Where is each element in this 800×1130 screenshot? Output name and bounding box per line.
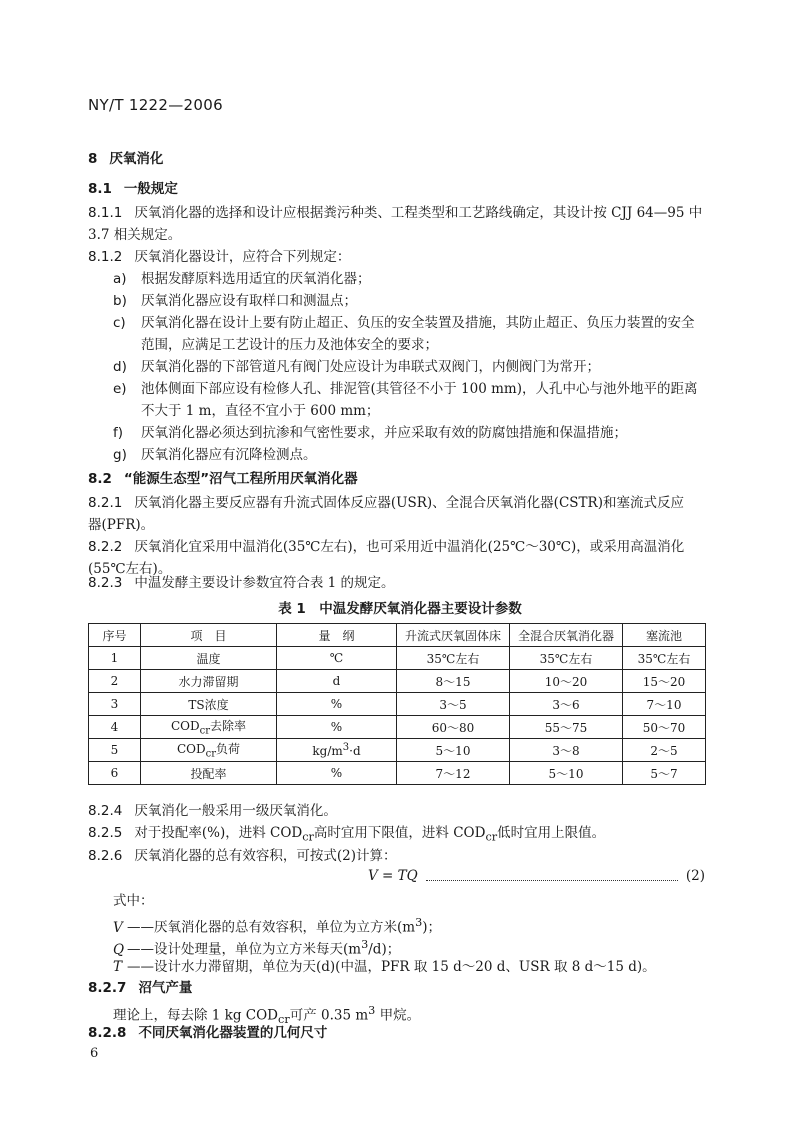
cell-no: 6 — [89, 762, 141, 785]
header-cell: 全混合厌氧消化器 — [510, 624, 623, 647]
cell-cstr: 3～8 — [510, 739, 623, 762]
header-cell: 量 纲 — [277, 624, 397, 647]
variable-definition: T ——设计水力滞留期，单位为天(d)(中温，PFR 取 15 d～20 d、USR 取 8 d～15 d)。 — [113, 959, 656, 975]
section-8-1-heading: 8.1 一般规定 — [88, 181, 178, 197]
section-8-2-heading: 8.2 “能源生态型”沼气工程所用厌氧消化器 — [88, 471, 358, 487]
cell-cstr: 10～20 — [510, 670, 623, 693]
cell-unit: ℃ — [277, 647, 397, 670]
cell-unit: d — [277, 670, 397, 693]
clause-8-1-1: 8.1.1 厌氧消化器的选择和设计应根据粪污种类、工程类型和工艺路线确定，其设计按 CJJ 64—95 中 — [88, 205, 703, 221]
where-label: 式中： — [113, 893, 154, 909]
cell-pfr: 15～20 — [623, 670, 706, 693]
cell-no: 4 — [89, 716, 141, 739]
cell-item: $COD_{cr}$去除率 — [141, 716, 277, 739]
cell-cstr: 3～6 — [510, 693, 623, 716]
cell-no: 2 — [89, 670, 141, 693]
cell-no: 1 — [89, 647, 141, 670]
list-item: e) 池体侧面下部应设有检修人孔、排泥管(其管径不小于 100 mm)，人孔中心与池外地平的距离 — [113, 381, 698, 397]
formula-2 — [368, 868, 705, 884]
clause-8-2-3: 8.2.3 中温发酵主要设计参数宜符合表 1 的规定。 — [88, 575, 395, 591]
header-cell: 塞流池 — [623, 624, 706, 647]
cell-cstr: 5～10 — [510, 762, 623, 785]
header-cell: 项 目 — [141, 624, 277, 647]
clause-8-2-2-cont: (55℃左右)。 — [88, 561, 172, 577]
cell-unit: $kg/m^3\cdot d$ — [277, 739, 397, 762]
variable-definition: Q ——设计处理量，单位为立方米每天$(m^3/d)$； — [113, 938, 401, 958]
list-item: d) 厌氧消化器的下部管道凡有阀门处应设计为串联式双阀门，内侧阀门为常开； — [113, 359, 600, 375]
clause-8-1-2: 8.1.2 厌氧消化器设计，应符合下列规定： — [88, 249, 351, 265]
header-cell: 升流式厌氧固体床 — [397, 624, 510, 647]
parameters-table — [88, 623, 706, 785]
table-row — [89, 670, 706, 693]
cell-pfr: 5～7 — [623, 762, 706, 785]
table-row — [89, 739, 706, 762]
cell-cstr: 35℃左右 — [510, 647, 623, 670]
table-header-row — [89, 624, 706, 647]
formula-leader-dots — [426, 872, 678, 881]
cell-no: 5 — [89, 739, 141, 762]
cell-item: TS浓度 — [141, 693, 277, 716]
clause-8-2-8-heading: 8.2.8 不同厌氧消化器装置的几何尺寸 — [88, 1025, 328, 1041]
list-item-cont: 范围，应满足工艺设计的压力及池体安全的要求； — [141, 337, 438, 353]
cell-item: $COD_{cr}$负荷 — [141, 739, 277, 762]
clause-8-2-6: 8.2.6 厌氧消化器的总有效容积，可按式(2)计算： — [88, 848, 397, 864]
cell-item: 温度 — [141, 647, 277, 670]
clause-8-2-4: 8.2.4 厌氧消化一般采用一级厌氧消化。 — [88, 803, 337, 819]
clause-8-2-1: 8.2.1 厌氧消化器主要反应器有升流式固体反应器(USR)、全混合厌氧消化器(CSTR)和塞流式反应 — [88, 495, 684, 511]
cell-usr: 5～10 — [397, 739, 510, 762]
clause-8-1-1-cont: 3.7 相关规定。 — [88, 227, 182, 243]
list-item: g) 厌氧消化器应有沉降检测点。 — [113, 447, 317, 463]
table-row — [89, 762, 706, 785]
list-item: a) 根据发酵原料选用适宜的厌氧消化器； — [113, 271, 371, 287]
cell-item: 投配率 — [141, 762, 277, 785]
page-number: 6 — [90, 1046, 99, 1061]
list-item: b) 厌氧消化器应设有取样口和测温点； — [113, 293, 357, 309]
cell-no: 3 — [89, 693, 141, 716]
section-8-heading: 8 厌氧消化 — [88, 151, 164, 167]
cell-pfr: 7～10 — [623, 693, 706, 716]
cell-unit: % — [277, 762, 397, 785]
cell-pfr: 35℃左右 — [623, 647, 706, 670]
table-row — [89, 716, 706, 739]
list-item: c) 厌氧消化器在设计上要有防止超正、负压的安全装置及措施，其防止超正、负压力装置的安全 — [113, 315, 695, 331]
cell-usr: 8～15 — [397, 670, 510, 693]
table-title: 表 1 中温发酵厌氧消化器主要设计参数 — [278, 601, 522, 617]
formula-number: (2) — [685, 868, 705, 884]
cell-pfr: 50～70 — [623, 716, 706, 739]
clause-8-2-2: 8.2.2 厌氧消化宜采用中温消化(35℃左右)，也可采用近中温消化(25℃～30℃)，或采用高温消化 — [88, 539, 685, 555]
cell-unit: % — [277, 693, 397, 716]
cell-usr: 3～5 — [397, 693, 510, 716]
cell-pfr: 2～5 — [623, 739, 706, 762]
cell-unit: % — [277, 716, 397, 739]
cell-item: 水力滞留期 — [141, 670, 277, 693]
table-row — [89, 693, 706, 716]
clause-8-2-1-cont: 器(PFR)。 — [88, 517, 155, 533]
cell-cstr: 55～75 — [510, 716, 623, 739]
list-item: f) 厌氧消化器必须达到抗渗和气密性要求，并应采取有效的防腐蚀措施和保温措施； — [113, 425, 627, 441]
clause-8-2-7-text: 理论上，每去除 1 kg $COD_{cr}$可产 0.35 $m^3$ 甲烷。 — [113, 1004, 421, 1027]
table-row — [89, 647, 706, 670]
cell-usr: 60～80 — [397, 716, 510, 739]
clause-8-2-5: 8.2.5 对于投配率(%)，进料 $COD_{cr}$高时宜用下限值，进料 $COD_{cr}$低时宜用上限值。 — [88, 825, 606, 844]
doc-code: NY/T 1222—2006 — [88, 96, 223, 114]
list-item-cont: 不大于 1 m，直径不宜小于 600 mm； — [141, 403, 380, 419]
clause-8-2-7-heading: 8.2.7 沼气产量 — [88, 980, 193, 996]
cell-usr: 35℃左右 — [397, 647, 510, 670]
formula-expression: V = TQ — [368, 868, 418, 884]
cell-usr: 7～12 — [397, 762, 510, 785]
variable-definition: V ——厌氧消化器的总有效容积，单位为立方米$(m^3)$； — [113, 916, 442, 936]
header-cell: 序号 — [89, 624, 141, 647]
